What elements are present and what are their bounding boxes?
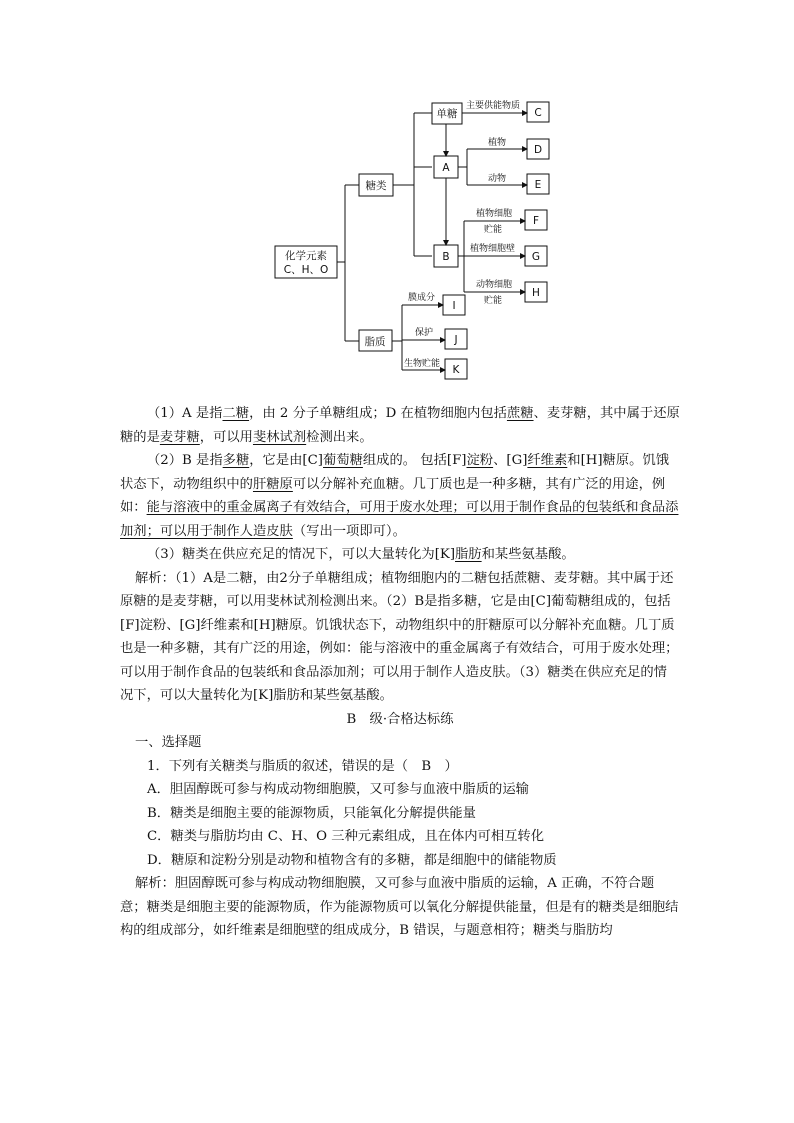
label-membrane: 膜成分 bbox=[408, 293, 436, 303]
node-c: C bbox=[534, 107, 542, 119]
node-tanglei: 糖类 bbox=[365, 180, 387, 192]
section-title: B 级·合格达标练 bbox=[346, 711, 454, 727]
carbohydrate-lipid-diagram bbox=[0, 0, 794, 400]
label-plant: 植物 bbox=[488, 138, 507, 148]
node-b: B bbox=[442, 251, 450, 263]
answer-q3: （3）糖类在供应充足的情况下，可以大量转化为[K]脂肪和某些氨基酸。 bbox=[147, 547, 575, 562]
option-a: A．胆固醇既可参与构成动物细胞膜，又可参与血液中脂质的运输 bbox=[147, 782, 529, 797]
node-f: F bbox=[532, 215, 540, 227]
node-dantang: 单糖 bbox=[436, 108, 458, 120]
node-g: G bbox=[531, 251, 541, 263]
subsection-title: 一、选择题 bbox=[135, 735, 202, 750]
label-storage-1: 贮能 bbox=[484, 225, 503, 235]
node-k: K bbox=[452, 364, 460, 376]
node-zhizhi: 脂质 bbox=[364, 336, 386, 348]
option-c: C．糖类与脂肪均由 C、H、O 三种元素组成，且在体内可相互转化 bbox=[147, 829, 545, 844]
answer-blank: 淀粉 bbox=[466, 453, 494, 468]
label-bio-storage: 生物贮能 bbox=[404, 359, 441, 369]
node-root: 化学元素 bbox=[285, 250, 327, 262]
node-h: H bbox=[532, 287, 540, 299]
answer-blank: 能与溶液中的重金属离子有效结合，可用于废水处理；可以用于制作食品的包装纸和食品添加剂；可以用于制作人造皮肤 bbox=[120, 500, 679, 539]
analysis-paragraph-2: 解析：胆固醇既可参与构成动物细胞膜，又可参与血液中脂质的运输，A 正确，不符合题意；糖类是细胞主要的能源物质，作为能源物质可以氧化分解提供能量，但是有的糖类是细胞结构的组成部分，如纤维素是细胞壁的组成成分，B 错误，与题意相符；糖类与脂肪均 bbox=[120, 876, 679, 938]
label-animal: 动物 bbox=[488, 174, 507, 184]
option-b: B．糖类是细胞主要的能源物质，只能氧化分解提供能量 bbox=[147, 805, 476, 821]
answer-blank: 二糖 bbox=[222, 406, 250, 421]
label-main-energy: 主要供能物质 bbox=[466, 101, 521, 111]
node-j: J bbox=[454, 334, 458, 346]
option-d: D．糖原和淀粉分别是动物和植物含有的多糖，都是细胞中的储能物质 bbox=[147, 852, 557, 868]
answer-blank: 斐林试剂 bbox=[252, 429, 307, 445]
answer-body bbox=[120, 402, 680, 943]
answer-blank: 脂肪 bbox=[455, 547, 482, 562]
answer-blank: 麦芽糖 bbox=[159, 429, 200, 445]
question-1: 1．下列有关糖类与脂质的叙述，错误的是（ B ） bbox=[147, 758, 458, 774]
label-storage-2: 贮能 bbox=[484, 296, 503, 306]
node-root-elements: C、H、O bbox=[283, 264, 329, 276]
answer-blank: 多糖 bbox=[222, 453, 250, 468]
label-animal-cell: 动物细胞 bbox=[476, 280, 513, 290]
analysis-paragraph-1: 解析：（1）A是二糖，由2分子单糖组成；植物细胞内的二糖包括蔗糖、麦芽糖。其中属于还原糖的是麦芽糖，可以用斐林试剂检测出来。（2）B是指多糖，它是由[C]葡萄糖组成的，包括[F]淀粉、[G]纤维素和[H]糖原。饥饿状态下，动物组织中的肝糖原可以分解补充血糖。几丁质也是一种多糖，其有广泛的用途，例如：能与溶液中的重金属离子有效结合，可用于废水处理；可以用于制作食品的包装纸和食品添加剂；可以用于制作人造皮肤。（3）糖类在供应充足的情况下，可以大量转化为[K]脂肪和某些氨基酸。 bbox=[120, 570, 679, 703]
node-d: D bbox=[533, 144, 543, 156]
node-i: I bbox=[452, 300, 456, 312]
answer-blank: 蔗糖 bbox=[506, 406, 534, 421]
node-e: E bbox=[534, 179, 542, 191]
answer-blank: 纤维素 bbox=[527, 453, 568, 468]
node-a: A bbox=[442, 162, 450, 174]
label-plant-cell: 植物细胞 bbox=[476, 209, 513, 219]
answer-q1: （1）A 是指二糖，由 2 分子单糖组成；D 在植物细胞内包括蔗糖、麦芽糖，其中属于还原糖的是麦芽糖，可以用斐林试剂检测出来。 bbox=[120, 406, 680, 445]
answer-blank: 葡萄糖 bbox=[323, 453, 363, 468]
label-plant-cell-wall: 植物细胞壁 bbox=[470, 244, 516, 254]
label-protect: 保护 bbox=[415, 328, 434, 338]
answer-q2: （2）B 是指多糖，它是由[C]葡萄糖组成的。 包括[F]淀粉、[G]纤维素和[H]糖原。饥饿状态下，动物组织中的肝糖原可以分解补充血糖。几丁质也是一种多糖，其有广泛的用途，例如：能与溶液中的重金属离子有效结合，可用于废水处理；可以用于制作食品的包装纸和食品添加剂；可以用于制作人造皮肤（写出一项即可）。 bbox=[120, 453, 679, 539]
answer-blank: 肝糖原 bbox=[252, 476, 293, 492]
